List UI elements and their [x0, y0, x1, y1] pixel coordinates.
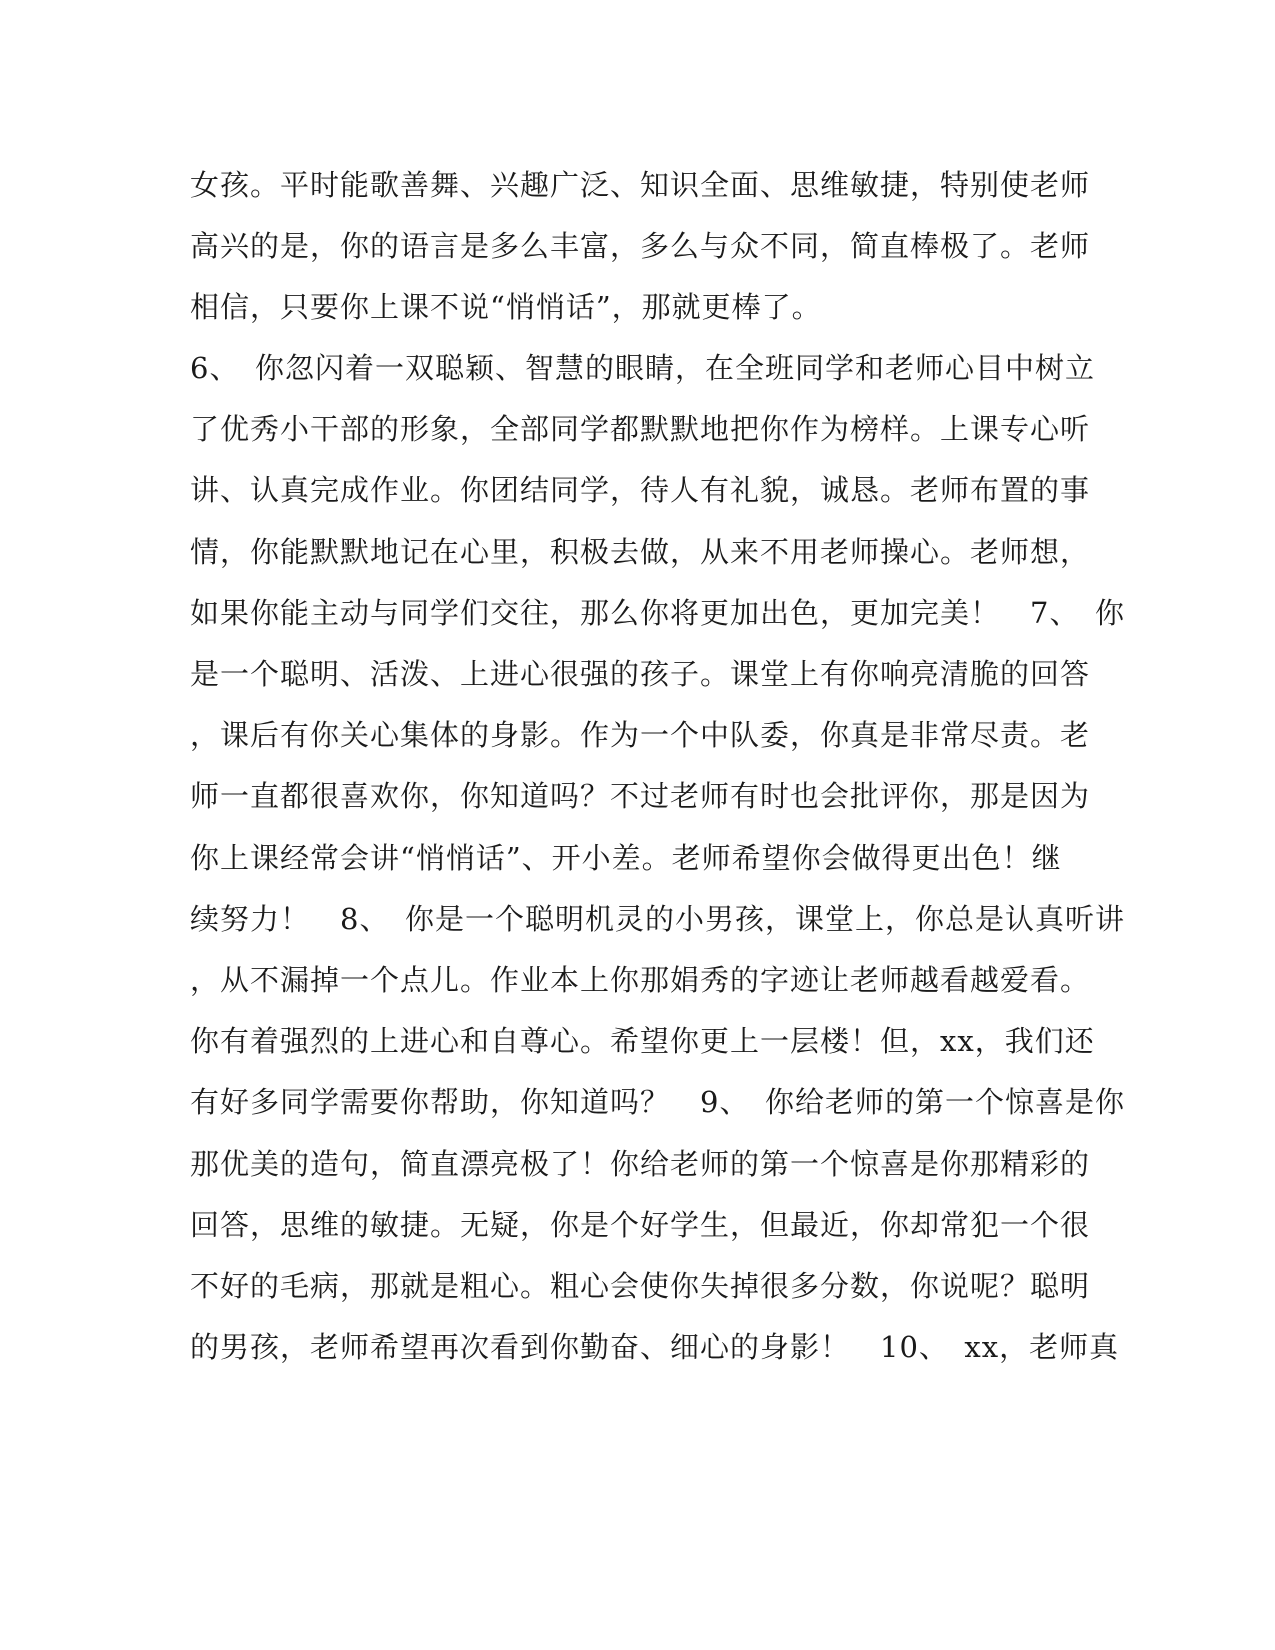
text-line: 6、 你忽闪着一双聪颖、智慧的眼睛，在全班同学和老师心目中树立 [190, 351, 1095, 385]
text-line: 续努力！ 8、 你是一个聪明机灵的小男孩，课堂上，你总是认真听讲 [190, 902, 1125, 936]
text-line: 你有着强烈的上进心和自尊心。希望你更上一层楼！但，xx，我们还 [190, 1024, 1095, 1058]
text-line: 高兴的是，你的语言是多么丰富，多么与众不同，简直棒极了。老师 [190, 229, 1091, 263]
text-line: ，从不漏掉一个点儿。作业本上你那娟秀的字迹让老师越看越爱看。 [190, 963, 1091, 997]
text-line: 相信，只要你上课不说“悄悄话”，那就更棒了。 [190, 290, 822, 324]
text-line: ，课后有你关心集体的身影。作为一个中队委，你真是非常尽责。老 [190, 718, 1091, 752]
text-line: 的男孩，老师希望再次看到你勤奋、细心的身影！ 10、 xx，老师真 [190, 1330, 1120, 1364]
text-line: 有好多同学需要你帮助，你知道吗？ 9、 你给老师的第一个惊喜是你 [190, 1085, 1125, 1119]
text-line: 你上课经常会讲“悄悄话”、开小差。老师希望你会做得更出色！继 [190, 841, 1062, 875]
text-line: 情，你能默默地记在心里，积极去做，从来不用老师操心。老师想， [190, 535, 1091, 569]
text-line: 女孩。平时能歌善舞、兴趣广泛、知识全面、思维敏捷，特别使老师 [190, 168, 1091, 202]
text-line: 如果你能主动与同学们交往，那么你将更加出色，更加完美！ 7、 你 [190, 596, 1125, 630]
text-line: 回答，思维的敏捷。无疑，你是个好学生，但最近，你却常犯一个很 [190, 1208, 1091, 1242]
text-line: 讲、认真完成作业。你团结同学，待人有礼貌，诚恳。老师布置的事 [190, 473, 1091, 507]
text-line: 不好的毛病，那就是粗心。粗心会使你失掉很多分数，你说呢？聪明 [190, 1269, 1091, 1303]
text-line: 师一直都很喜欢你，你知道吗？不过老师有时也会批评你，那是因为 [190, 779, 1091, 813]
text-line: 那优美的造句，简直漂亮极了！你给老师的第一个惊喜是你那精彩的 [190, 1147, 1091, 1181]
text-line: 是一个聪明、活泼、上进心很强的孩子。课堂上有你响亮清脆的回答 [190, 657, 1091, 691]
text-line: 了优秀小干部的形象，全部同学都默默地把你作为榜样。上课专心听 [190, 412, 1091, 446]
